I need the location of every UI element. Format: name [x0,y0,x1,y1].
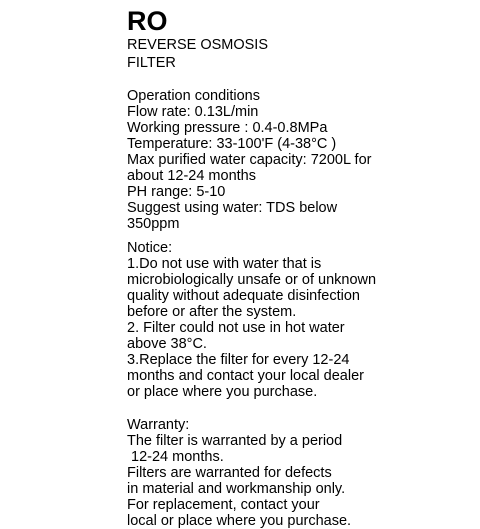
operation-line: about 12-24 months [127,168,256,184]
notice-line: 2. Filter could not use in hot water [127,320,345,336]
notice-heading: Notice: [127,240,173,256]
notice-line: quality without adequate disinfection [127,288,360,304]
notice-section [127,240,472,400]
product-subtitle [127,36,472,72]
warranty-line: 12-24 months. [127,449,224,465]
operation-line: Working pressure : 0.4-0.8MPa [127,120,328,136]
warranty-line: For replacement, contact your [127,497,320,513]
subtitle-line: REVERSE OSMOSIS [127,37,269,53]
notice-line: or place where you purchase. [127,384,318,400]
product-title: RO [127,6,168,36]
operation-line: PH range: 5-10 [127,184,226,200]
filter-label [127,6,472,529]
operation-heading: Operation conditions [127,88,260,104]
operation-line: Suggest using water: TDS below [127,200,338,216]
notice-line: before or after the system. [127,304,297,320]
notice-line: microbiologically unsafe or of unknown [127,272,377,288]
subtitle-line: FILTER [127,55,176,71]
warranty-line: The filter is warranted by a period [127,433,343,449]
warranty-heading: Warranty: [127,417,190,433]
warranty-line: local or place where you purchase. [127,513,352,529]
warranty-line: in material and workmanship only. [127,481,346,497]
warranty-section [127,417,472,529]
operation-conditions-section [127,88,472,232]
warranty-line: Filters are warranted for defects [127,465,332,481]
notice-line: 3.Replace the filter for every 12-24 [127,352,350,368]
operation-line: Temperature: 33-100'F (4-38°C ) [127,136,337,152]
notice-line: 1.Do not use with water that is [127,256,322,272]
operation-line: 350ppm [127,216,180,232]
operation-line: Flow rate: 0.13L/min [127,104,259,120]
notice-line: months and contact your local dealer [127,368,364,384]
operation-line: Max purified water capacity: 7200L for [127,152,372,168]
notice-line: above 38°C. [127,336,207,352]
